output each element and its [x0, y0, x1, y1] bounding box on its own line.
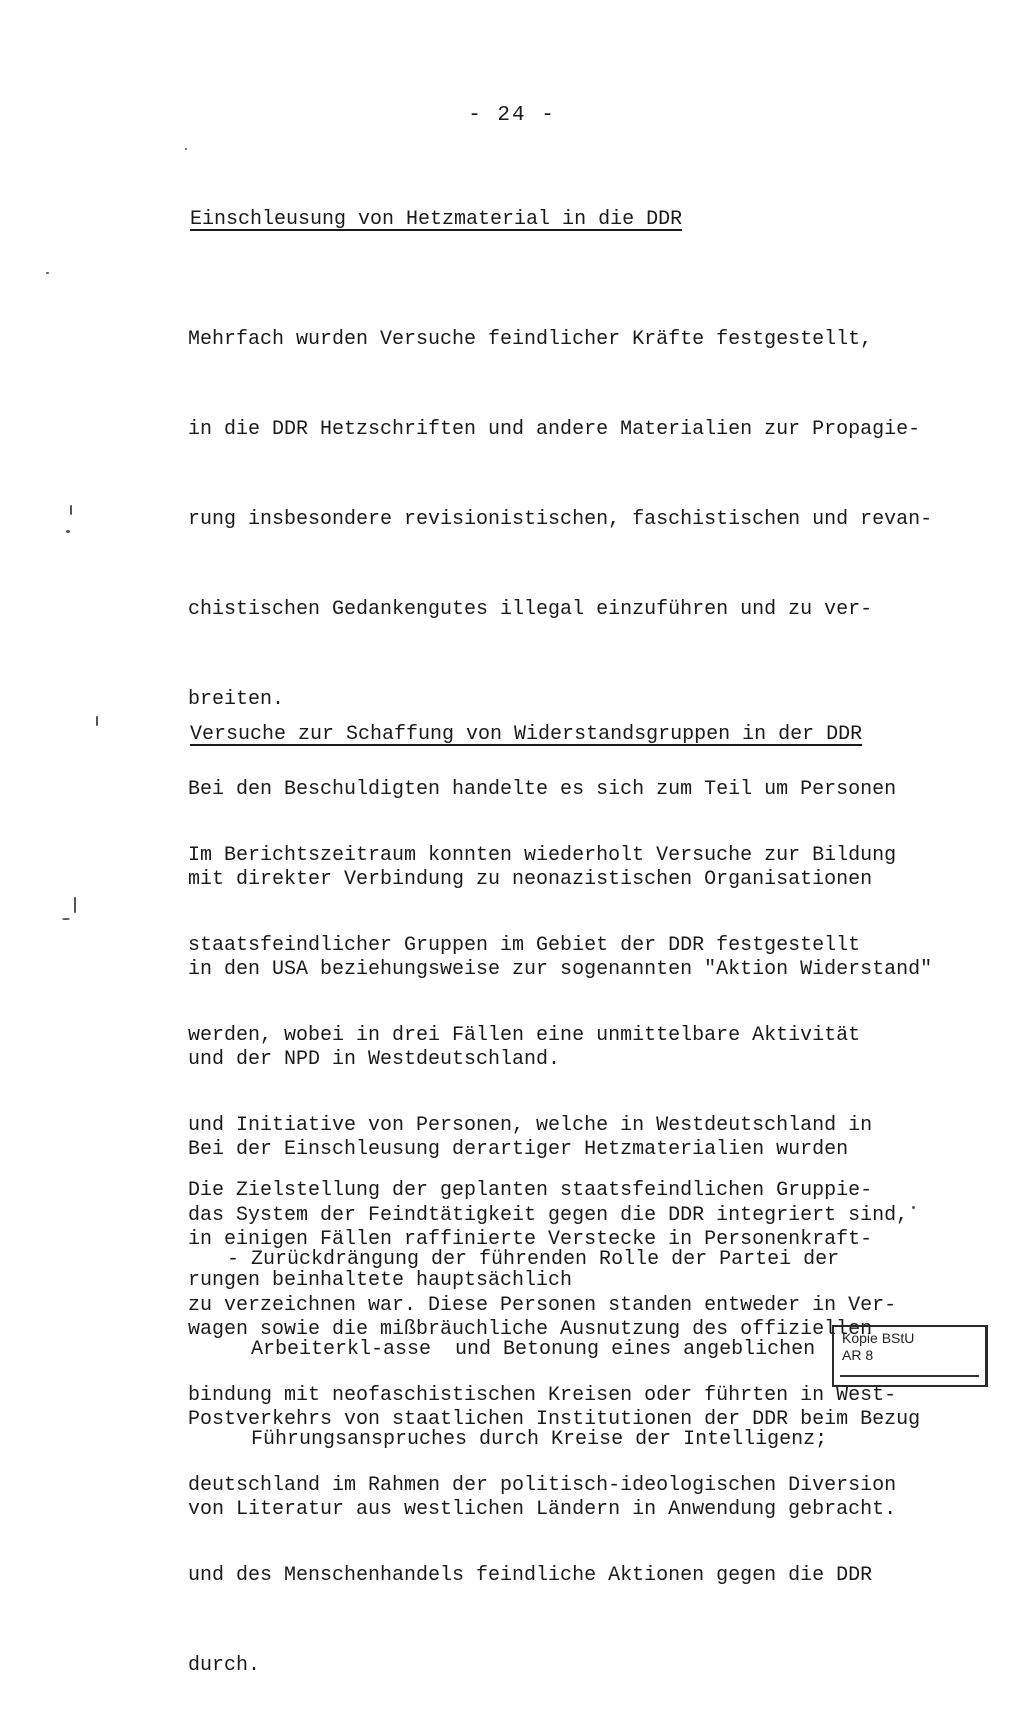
scan-speck	[46, 272, 49, 274]
stamp-line-2: AR 8	[842, 1347, 874, 1363]
text-line: Die Zielstellung der geplanten staatsfeindlichen Gruppie-	[188, 1179, 873, 1202]
text-line: in den USA beziehungsweise zur sogenannten "Aktion Widerstand"	[188, 958, 933, 981]
text-line: in die DDR Hetzschriften und andere Materialien zur Propagie-	[188, 418, 921, 441]
text-line: rungen beinhaltete hauptsächlich	[188, 1269, 573, 1292]
text-line: chistischen Gedankengutes illegal einzuführen und zu ver-	[188, 598, 873, 621]
scan-speck	[96, 716, 98, 726]
text-line: Führungsanspruches durch Kreise der Intelligenz;	[227, 1428, 828, 1451]
text-line: bindung mit neofaschistischen Kreisen oder führten in West-	[188, 1384, 897, 1407]
text-line: von Literatur aus westlichen Ländern in Anwendung gebracht.	[188, 1498, 897, 1521]
text-line: deutschland im Rahmen der politisch-ideologischen Diversion	[188, 1474, 897, 1497]
stamp-line-1: Kopie BStU	[842, 1330, 915, 1346]
text-line: das System der Feindtätigkeit gegen die DDR integriert sind,	[188, 1204, 909, 1227]
text-line: in einigen Fällen raffinierte Verstecke in Personenkraft-	[188, 1228, 873, 1251]
text-line: breiten.	[188, 688, 285, 711]
scan-speck	[62, 918, 70, 920]
text-line: Arbeiterkl-asse und Betonung eines angeblichen	[227, 1338, 816, 1361]
archive-stamp	[832, 1325, 988, 1387]
text-line: werden, wobei in drei Fällen eine unmittelbare Aktivität	[188, 1024, 861, 1047]
text-line: und des Menschenhandels feindliche Aktionen gegen die DDR	[188, 1564, 873, 1587]
text-line: und der NPD in Westdeutschland.	[188, 1048, 561, 1071]
text-line: wagen sowie die mißbräuchliche Ausnutzung des offiziellen	[188, 1318, 873, 1341]
text-line: und Initiative von Personen, welche in Westdeutschland in	[188, 1114, 873, 1137]
scan-speck	[185, 148, 187, 150]
text-line: mit direkter Verbindung zu neonazistischen Organisationen	[188, 868, 873, 891]
scan-speck	[912, 1206, 915, 1209]
text-line: Mehrfach wurden Versuche feindlicher Kräfte festgestellt,	[188, 328, 873, 351]
text-line: Postverkehrs von staatlichen Institutionen der DDR beim Bezug	[188, 1408, 921, 1431]
text-line: staatsfeindlicher Gruppen im Gebiet der DDR festgestellt	[188, 934, 861, 957]
text-line: zu verzeichnen war. Diese Personen standen entweder in Ver-	[188, 1294, 897, 1317]
section-heading-widerstandsgruppen: Versuche zur Schaffung von Widerstandsgruppen in der DDR	[190, 723, 863, 746]
stamp-rule	[840, 1375, 979, 1377]
text-line: durch.	[188, 1654, 261, 1677]
text-line: rung insbesondere revisionistischen, faschistischen und revan-	[188, 508, 933, 531]
page-number: - 24 -	[468, 104, 556, 127]
text-line: Im Berichtszeitraum konnten wiederholt Versuche zur Bildung	[188, 844, 897, 867]
text-line: Bei der Einschleusung derartiger Hetzmaterialien wurden	[188, 1138, 849, 1161]
text-line: Bei den Beschuldigten handelte es sich zum Teil um Personen	[188, 778, 897, 801]
list-item-zurueckdraengung	[227, 1185, 839, 1485]
scan-speck	[66, 530, 70, 533]
scan-speck	[70, 505, 72, 515]
text-line: - Zurückdrängung der führenden Rolle der Partei der	[227, 1248, 840, 1271]
scan-speck	[74, 897, 76, 913]
section-heading-hetzmaterial: Einschleusung von Hetzmaterial in die DDR	[190, 208, 683, 231]
